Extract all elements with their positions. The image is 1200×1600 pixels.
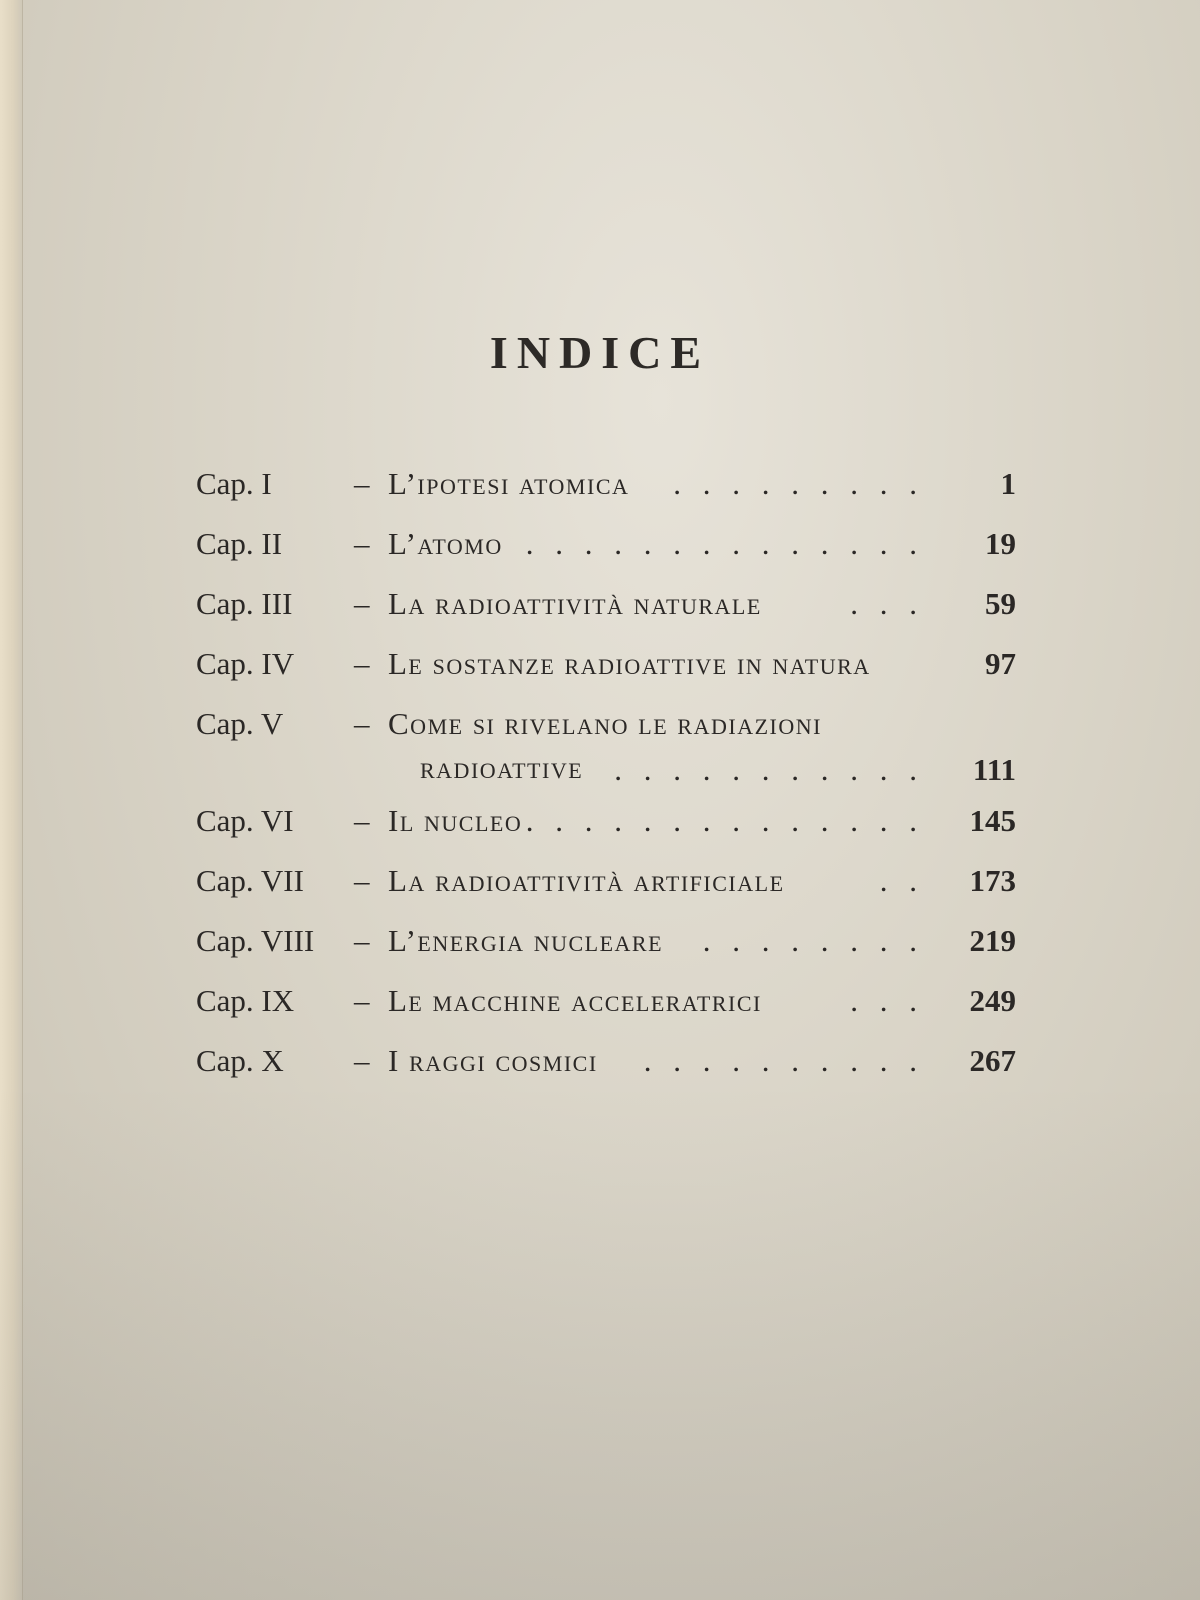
chapter-title: I raggi cosmici: [388, 1043, 598, 1078]
chapter-number: Cap. IX: [196, 983, 295, 1018]
leader-dots: . . . . . . . . . . . . . .: [525, 803, 924, 838]
page-number: 219: [969, 923, 1016, 958]
chapter-number: Cap. III: [196, 586, 293, 621]
toc-entry: [196, 1043, 1016, 1103]
dash: –: [354, 983, 370, 1018]
leader-dots: . . . . . . . . . . .: [614, 752, 924, 787]
chapter-number: Cap. VII: [196, 863, 304, 898]
dash: –: [354, 466, 370, 501]
chapter-title: La radioattività naturale: [388, 586, 762, 621]
table-of-contents: [196, 466, 1016, 1103]
chapter-number: Cap. V: [196, 706, 284, 741]
leader-dots: . .: [879, 863, 924, 898]
page-number: 173: [969, 863, 1016, 898]
chapter-title: L’energia nucleare: [388, 923, 664, 958]
toc-entry: [196, 803, 1016, 863]
page-number: 19: [985, 526, 1016, 561]
chapter-title: L’atomo: [388, 526, 503, 561]
chapter-title: Le sostanze radioattive in natura: [388, 646, 871, 681]
toc-entry: [196, 983, 1016, 1043]
page-number: 1: [1000, 466, 1016, 501]
leader-dots: . . . . . . . . . .: [643, 1043, 924, 1078]
page-number: 249: [969, 983, 1016, 1018]
dash: –: [354, 526, 370, 561]
chapter-title: L’ipotesi atomica: [388, 466, 630, 501]
toc-entry: [196, 646, 1016, 706]
leader-dots: . . .: [850, 586, 924, 621]
page-number: 267: [969, 1043, 1016, 1078]
toc-entry: [196, 706, 1016, 803]
dash: –: [354, 803, 370, 838]
leader-dots: . . . . . . . . .: [673, 466, 924, 501]
dash: –: [354, 923, 370, 958]
page-shadow: [0, 1080, 1200, 1600]
toc-entry: [196, 586, 1016, 646]
chapter-title-continued: radioattive: [420, 750, 584, 785]
dash: –: [354, 706, 370, 741]
chapter-title: Il nucleo: [388, 803, 523, 838]
page-title: INDICE: [489, 327, 711, 378]
page-number: 145: [969, 803, 1016, 838]
chapter-title: Come si rivelano le radiazioni: [388, 706, 822, 741]
page-edge: [0, 0, 23, 1600]
dash: –: [354, 586, 370, 621]
chapter-title: Le macchine acceleratrici: [388, 983, 762, 1018]
toc-entry: [196, 526, 1016, 586]
chapter-number: Cap. IV: [196, 646, 295, 681]
chapter-number: Cap. VIII: [196, 923, 315, 958]
chapter-number: Cap. VI: [196, 803, 294, 838]
chapter-number: Cap. I: [196, 466, 272, 501]
dash: –: [354, 863, 370, 898]
leader-dots: . . . . . . . .: [702, 923, 924, 958]
page-number: 59: [985, 586, 1016, 621]
dash: –: [354, 646, 370, 681]
leader-dots: . . .: [850, 983, 924, 1018]
toc-entry: [196, 923, 1016, 983]
chapter-number: Cap. X: [196, 1043, 284, 1078]
chapter-title: La radioattività artificiale: [388, 863, 785, 898]
page-number: 97: [985, 646, 1016, 681]
toc-entry: [196, 863, 1016, 923]
chapter-number: Cap. II: [196, 526, 283, 561]
leader-dots: . . . . . . . . . . . . . .: [525, 526, 924, 561]
page-number: 111: [972, 752, 1016, 787]
toc-entry: [196, 466, 1016, 526]
dash: –: [354, 1043, 370, 1078]
